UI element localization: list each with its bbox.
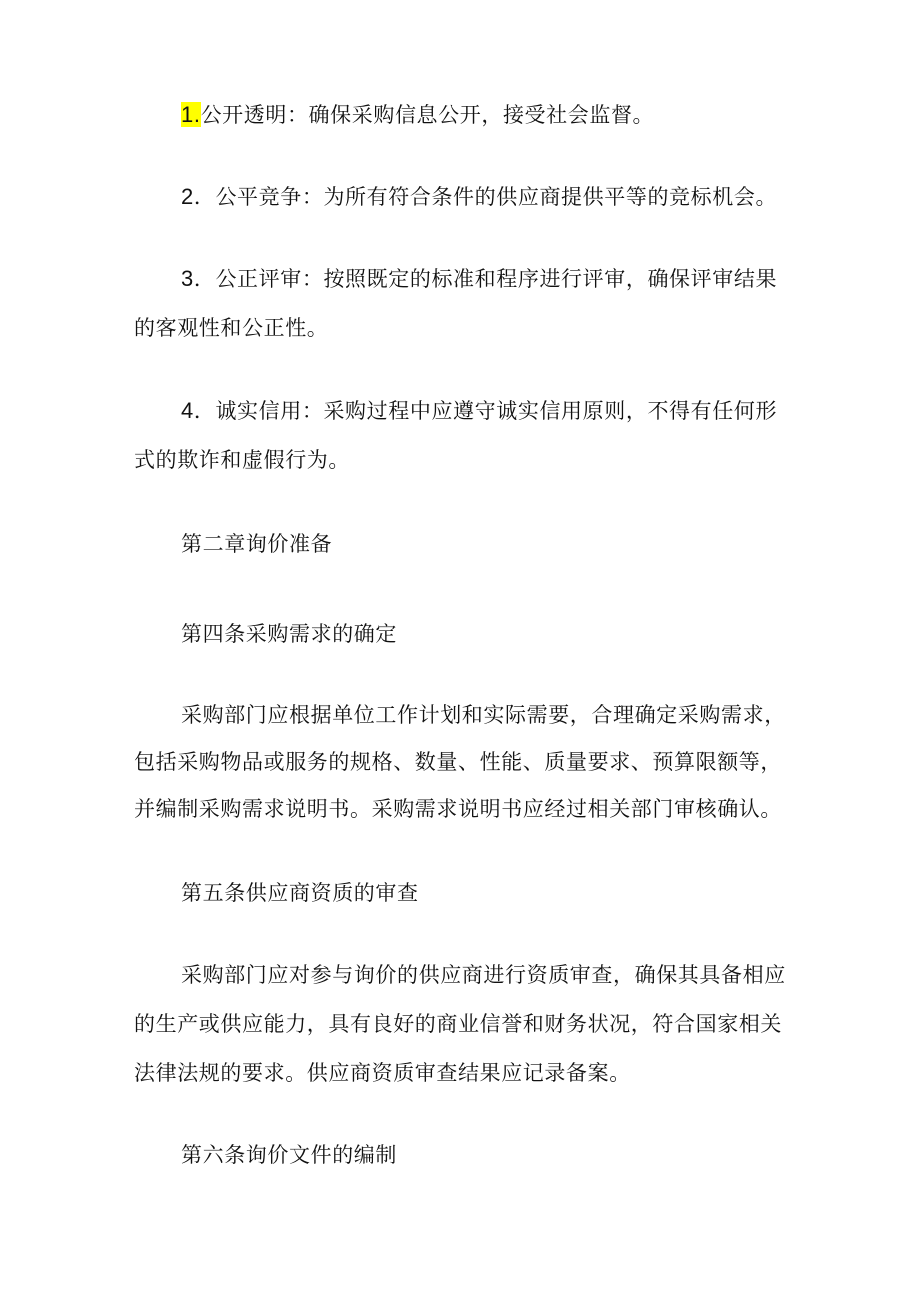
item-number: 3	[181, 266, 194, 291]
article-5-paragraph-line-2: 的生产或供应能力，具有良好的商业信誉和财务状况，符合国家相关	[134, 1012, 782, 1036]
article-5-paragraph-line-1: 采购部门应对参与询价的供应商进行资质审查，确保其具备相应	[181, 963, 786, 987]
item-separator: ．	[193, 185, 216, 209]
item-text: 公开透明：确保采购信息公开，接受社会监督。	[200, 103, 655, 127]
item-text: 公平竞争：为所有符合条件的供应商提供平等的竞标机会。	[215, 185, 778, 209]
principle-item-4	[181, 397, 777, 425]
principle-item-1	[181, 101, 654, 129]
article-4-paragraph-line-2: 包括采购物品或服务的规格、数量、性能、质量要求、预算限额等，	[134, 750, 782, 774]
principle-item-4-continuation: 式的欺诈和虚假行为。	[134, 448, 350, 472]
article-4-heading: 第四条采购需求的确定	[181, 622, 397, 646]
item-text: 诚实信用：采购过程中应遵守诚实信用原则，不得有任何形	[215, 399, 778, 423]
item-text: 公正评审：按照既定的标准和程序进行评审，确保评审结果	[215, 267, 778, 291]
item-number: 2	[181, 184, 194, 209]
principle-item-2	[181, 183, 777, 211]
principle-item-3-continuation: 的客观性和公正性。	[134, 316, 329, 340]
chapter-heading: 第二章询价准备	[181, 532, 333, 556]
article-5-heading: 第五条供应商资质的审查	[181, 881, 419, 905]
item-number: 4	[181, 398, 194, 423]
principle-item-3	[181, 265, 777, 293]
item-separator: ．	[193, 267, 216, 291]
article-4-paragraph-line-3: 并编制采购需求说明书。采购需求说明书应经过相关部门审核确认。	[134, 797, 782, 821]
article-4-paragraph-line-1: 采购部门应根据单位工作计划和实际需要，合理确定采购需求，	[181, 703, 786, 727]
item-separator: ．	[193, 399, 216, 423]
item-number-highlighted: 1.	[181, 102, 201, 127]
article-5-paragraph-line-3: 法律法规的要求。供应商资质审查结果应记录备案。	[134, 1061, 631, 1085]
article-6-heading: 第六条询价文件的编制	[181, 1143, 397, 1167]
